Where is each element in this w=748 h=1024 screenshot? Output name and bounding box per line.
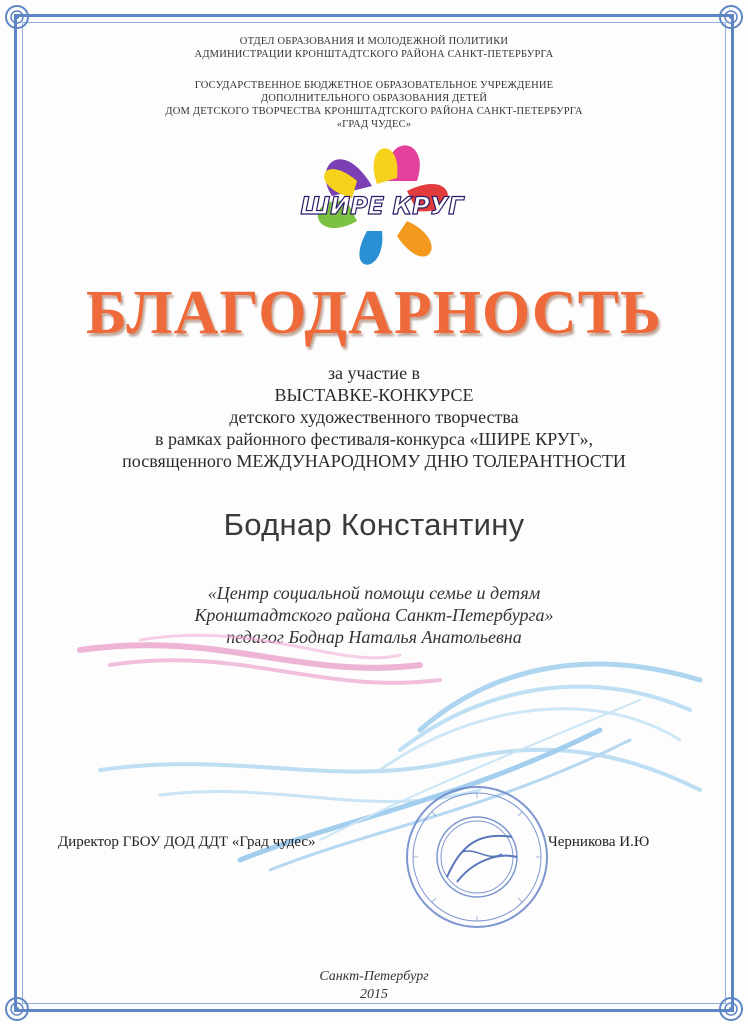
header-line: АДМИНИСТРАЦИИ КРОНШТАДТСКОГО РАЙОНА САНКТ-ПЕТЕРБУРГА	[194, 49, 554, 60]
corner-ornament-icon	[716, 2, 746, 32]
organization-line: педагог Боднар Наталья Анатольевна	[226, 627, 522, 647]
description-line: в рамках районного фестиваля-конкурса «ШИРЕ КРУГ»,	[154, 429, 593, 449]
header-line: ДОМ ДЕТСКОГО ТВОРЧЕСТВА КРОНШТАДТСКОГО РАЙОНА САНКТ-ПЕТЕРБУРГА	[165, 106, 583, 117]
footer-year: 2015	[360, 987, 388, 1002]
organization-line: «Центр социальной помощи семье и детям	[207, 583, 541, 603]
header-line: ОТДЕЛ ОБРАЗОВАНИЯ И МОЛОДЕЖНОЙ ПОЛИТИКИ	[239, 36, 509, 47]
page-title: БЛАГОДАРНОСТЬ	[85, 279, 663, 347]
festival-logo	[282, 138, 482, 274]
recipient-name: Боднар Константину	[223, 507, 525, 542]
corner-ornament-icon	[2, 2, 32, 32]
description-line: посвященного МЕЖДУНАРОДНОМУ ДНЮ ТОЛЕРАНТНОСТИ	[122, 451, 626, 471]
footer	[0, 968, 748, 1004]
logo-text: ШИРЕ КРУГ	[300, 192, 464, 220]
header-line: ГОСУДАРСТВЕННОЕ БЮДЖЕТНОЕ ОБРАЗОВАТЕЛЬНОЕ УЧРЕЖДЕНИЕ	[194, 80, 554, 91]
description-line: ВЫСТАВКЕ-КОНКУРСЕ	[274, 385, 474, 405]
director-title: Директор ГБОУ ДОД ДДТ «Град чудес»	[58, 834, 316, 850]
organization-line: Кронштадтского района Санкт-Петербурга»	[194, 605, 554, 625]
director-name: Черникова И.Ю	[548, 834, 650, 850]
footer-city: Санкт-Петербург	[319, 969, 429, 984]
logo-petal	[359, 231, 382, 265]
header-line: ДОПОЛНИТЕЛЬНОГО ОБРАЗОВАНИЯ ДЕТЕЙ	[260, 93, 488, 104]
header-institution	[0, 79, 748, 131]
official-stamp	[402, 782, 552, 932]
header-line: «ГРАД ЧУДЕС»	[336, 119, 412, 130]
header-department	[0, 35, 748, 61]
logo-petal	[397, 221, 432, 257]
description-line: детского художественного творчества	[229, 407, 519, 427]
award-description	[0, 362, 748, 472]
description-line: за участие в	[327, 363, 421, 383]
